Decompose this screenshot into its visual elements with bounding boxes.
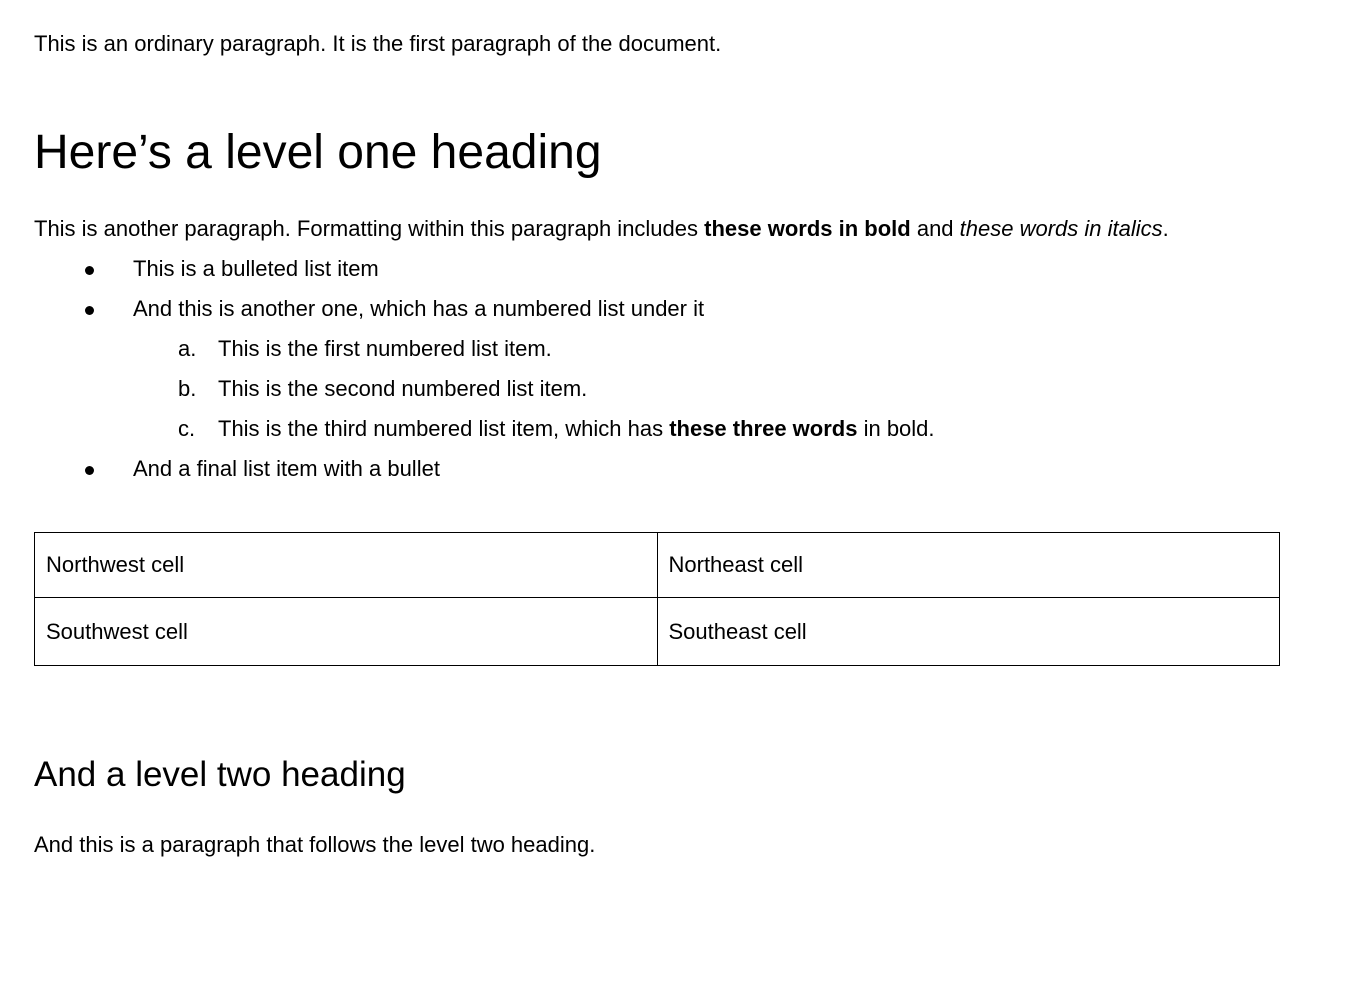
content-table bbox=[34, 532, 1280, 666]
paragraph-formatted: This is another paragraph. Formatting within this paragraph includes these words in bold and these words in italics. bbox=[34, 216, 1169, 241]
table-row bbox=[35, 598, 1280, 666]
bullet-list-item-text: And this is another one, which has a numbered list under it bbox=[133, 296, 705, 321]
heading-level-two: And a level two heading bbox=[34, 755, 406, 794]
heading-level-one: Here’s a level one heading bbox=[34, 126, 602, 179]
bullet-icon bbox=[85, 306, 94, 315]
bullet-icon bbox=[85, 266, 94, 275]
table-row bbox=[35, 533, 1280, 598]
bullet-list-item bbox=[34, 249, 1280, 289]
bullet-list bbox=[34, 249, 1280, 489]
numbered-list-marker: b. bbox=[178, 376, 197, 401]
bullet-icon bbox=[85, 466, 94, 475]
paragraph-last: And this is a paragraph that follows the level two heading. bbox=[34, 832, 596, 857]
bullet-list-item bbox=[34, 289, 1280, 329]
bullet-list-item bbox=[34, 449, 1280, 489]
numbered-list-item bbox=[34, 409, 1280, 449]
numbered-list-item bbox=[34, 329, 1280, 369]
table-cell-southeast: Southeast cell bbox=[657, 598, 1280, 666]
table-cell-southwest: Southwest cell bbox=[35, 598, 658, 666]
numbered-list-item-text: This is the third numbered list item, which has these three words in bold. bbox=[218, 416, 935, 441]
table-cell-northeast: Northeast cell bbox=[657, 533, 1280, 598]
numbered-list-item-text: This is the first numbered list item. bbox=[218, 336, 552, 361]
bullet-list-item-text: This is a bulleted list item bbox=[133, 256, 379, 281]
numbered-list-marker: c. bbox=[178, 416, 196, 441]
paragraph-first: This is an ordinary paragraph. It is the first paragraph of the document. bbox=[34, 31, 722, 56]
table-cell-northwest: Northwest cell bbox=[35, 533, 658, 598]
numbered-list-item-text: This is the second numbered list item. bbox=[218, 376, 588, 401]
numbered-list-marker: a. bbox=[178, 336, 197, 361]
bullet-list-item-text: And a final list item with a bullet bbox=[133, 456, 440, 481]
numbered-list-item bbox=[34, 369, 1280, 409]
